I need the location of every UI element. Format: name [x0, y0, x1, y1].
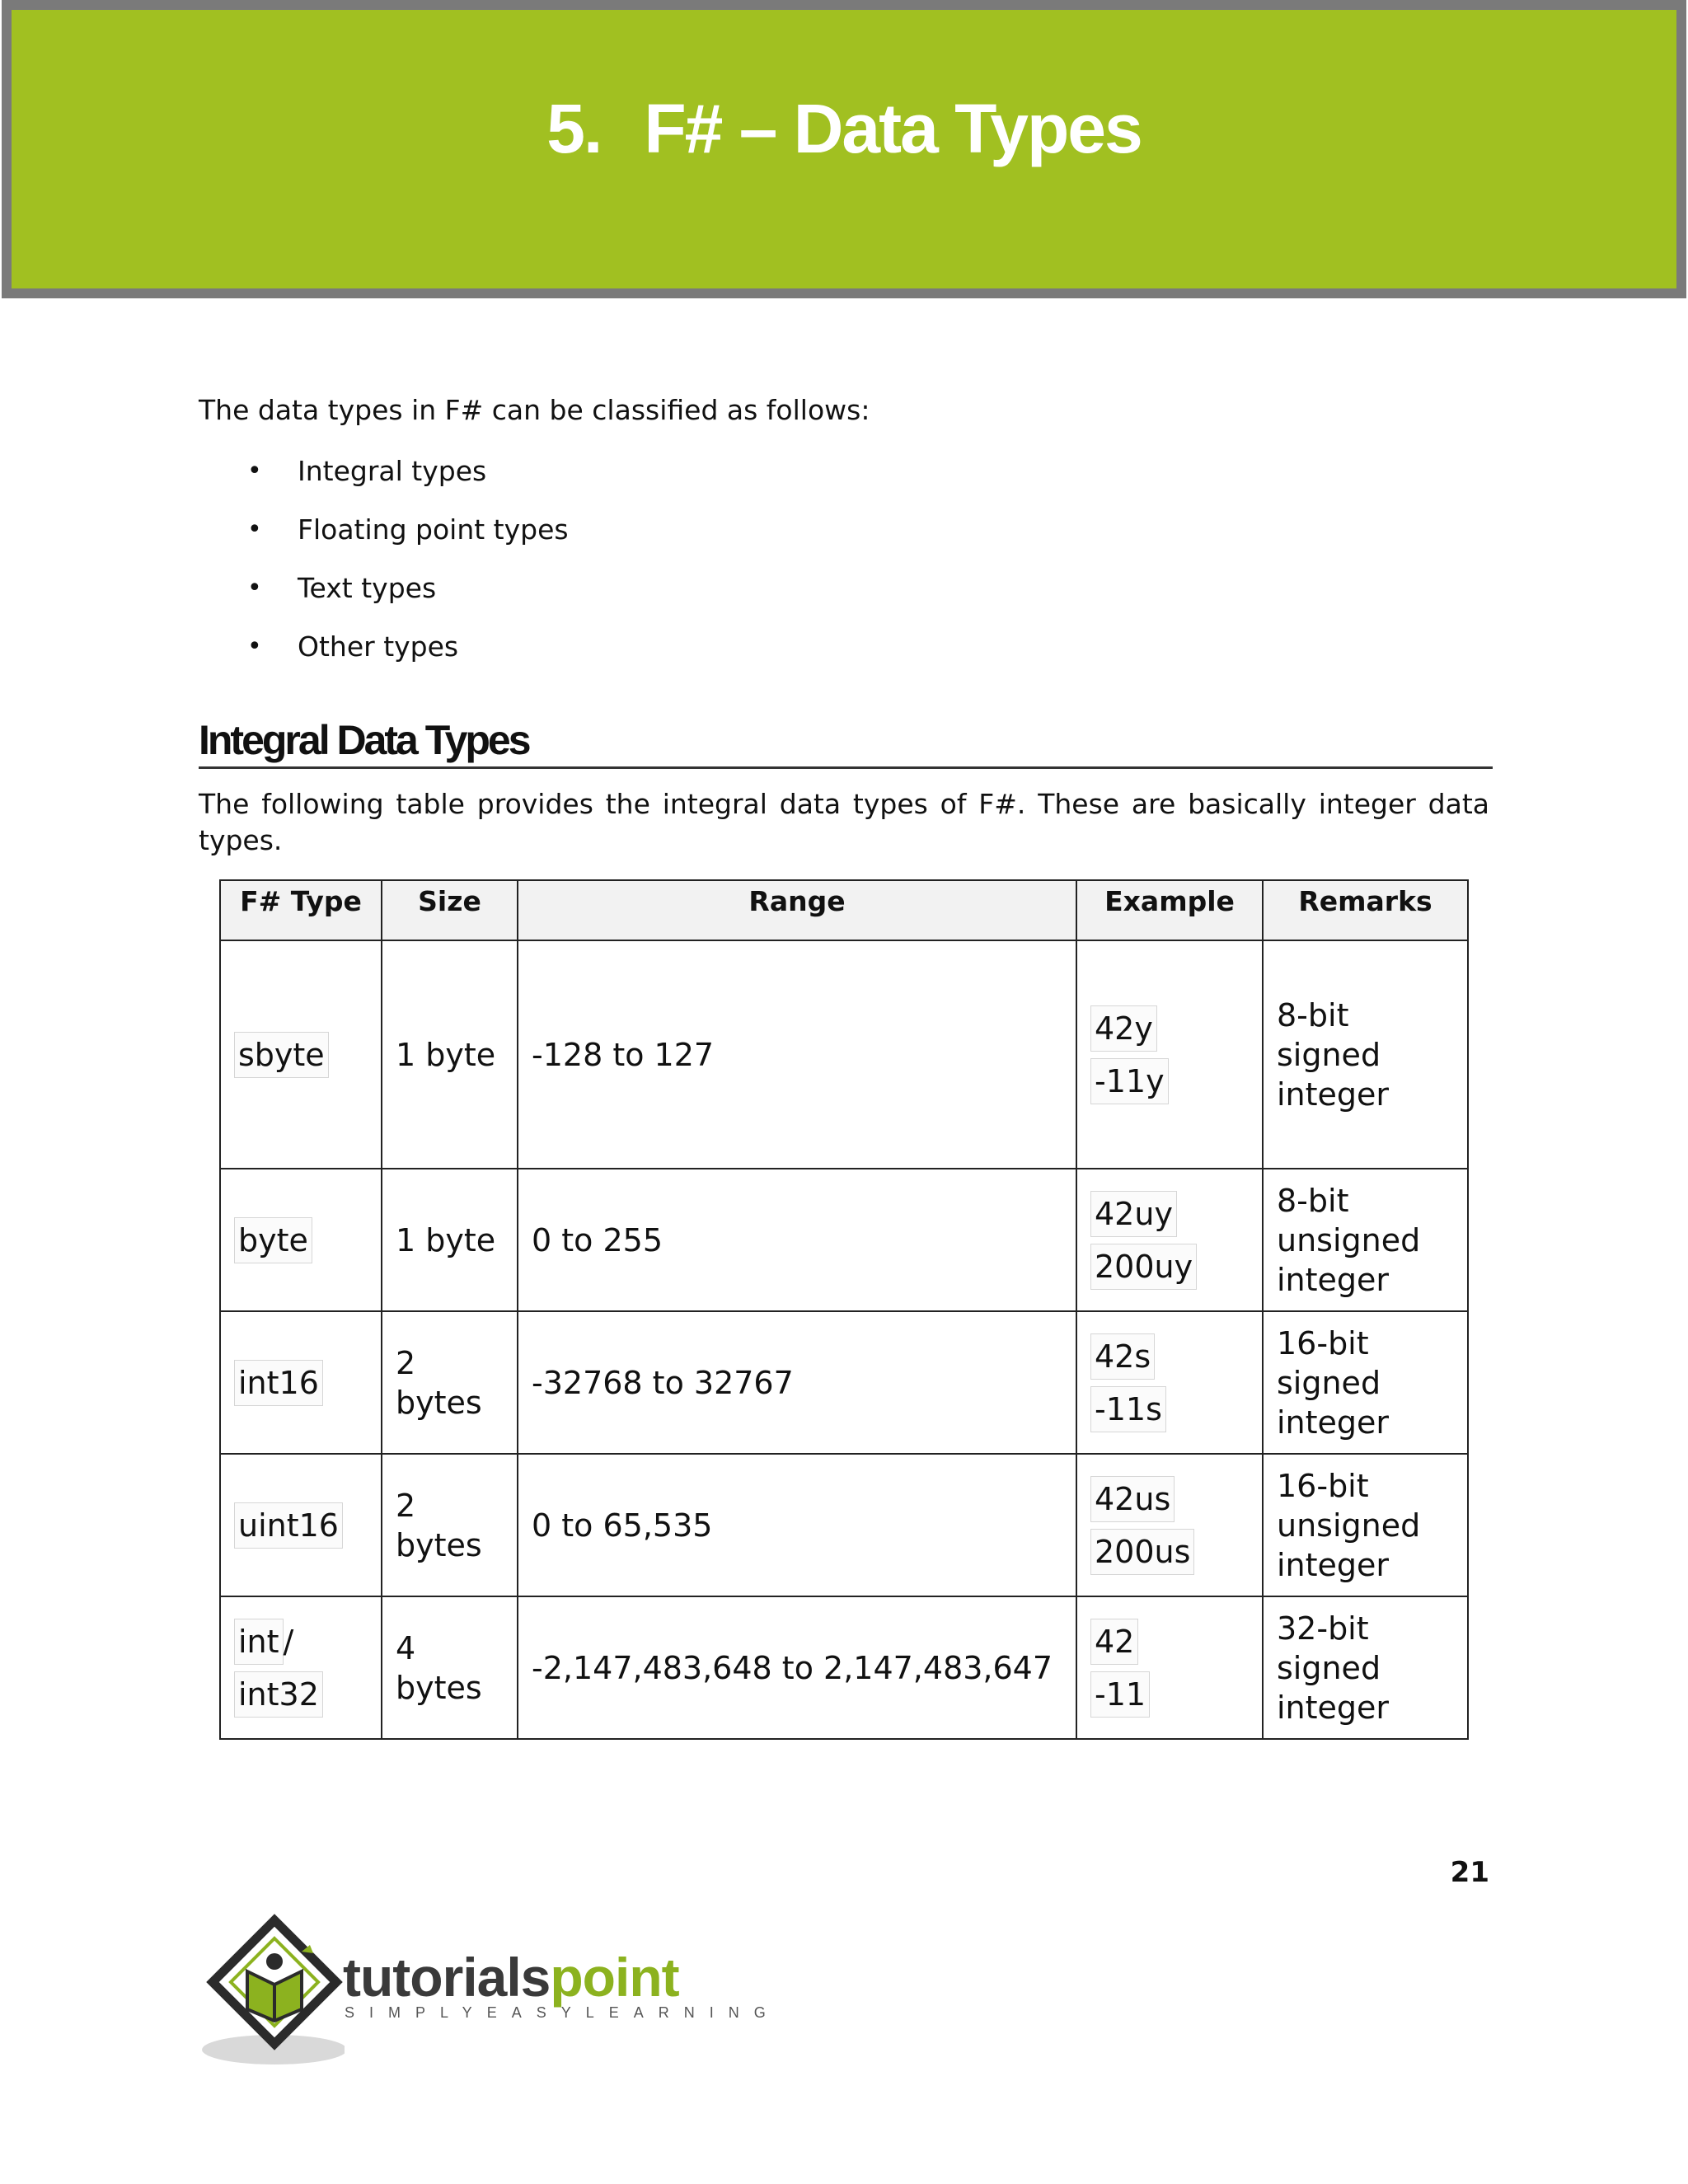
example-code: -11y [1090, 1058, 1169, 1104]
type-code: byte [234, 1217, 312, 1263]
type-cell [220, 1596, 382, 1739]
example-code: 200uy [1090, 1244, 1197, 1290]
column-header: Size [382, 880, 518, 940]
range-cell: 0 to 255 [518, 1169, 1076, 1311]
type-cell [220, 940, 382, 1169]
type-code: int32 [234, 1671, 323, 1718]
list-item [247, 570, 569, 629]
type-code: sbyte [234, 1032, 329, 1078]
example-code: 42s [1090, 1333, 1155, 1380]
list-item [247, 512, 569, 570]
tutorialspoint-logo [196, 1914, 781, 2067]
type-code: uint16 [234, 1502, 343, 1549]
page-number: 21 [1450, 1856, 1489, 1889]
column-header: Example [1076, 880, 1263, 940]
table-header-row [220, 880, 1468, 940]
list-item [247, 629, 569, 687]
table-row [220, 1596, 1468, 1739]
example-cell [1076, 940, 1263, 1169]
chapter-banner [2, 0, 1686, 298]
type-separator: / [283, 1623, 294, 1660]
bullet-icon: • [247, 457, 262, 485]
list-item-label: Other types [298, 630, 459, 663]
section-heading: Integral Data Types [199, 714, 1493, 769]
list-item-label: Integral types [298, 455, 487, 487]
range-cell: 0 to 65,535 [518, 1454, 1076, 1596]
example-code: 42y [1090, 1005, 1157, 1052]
range-cell: -32768 to 32767 [518, 1311, 1076, 1454]
logo-tagline: SIMPLYEASYLEARNING [345, 2004, 781, 2021]
bullet-icon: • [247, 574, 262, 602]
logo-emblem-icon [196, 1914, 345, 2067]
example-cell [1076, 1454, 1263, 1596]
example-code: 42 [1090, 1619, 1138, 1665]
type-cell [220, 1454, 382, 1596]
table-row [220, 1454, 1468, 1596]
type-category-list [247, 453, 569, 687]
size-cell: 2 bytes [382, 1311, 518, 1454]
column-header: F# Type [220, 880, 382, 940]
example-cell [1076, 1311, 1263, 1454]
example-cell [1076, 1169, 1263, 1311]
list-item-label: Floating point types [298, 513, 569, 546]
remarks-cell: 16-bit unsigned integer [1263, 1454, 1468, 1596]
chapter-number: 5. [546, 90, 602, 167]
logo-wordmark: tutorialspoint [343, 1947, 679, 2008]
size-cell: 2 bytes [382, 1454, 518, 1596]
list-item-label: Text types [298, 572, 437, 604]
list-item [247, 453, 569, 512]
example-code: 200us [1090, 1529, 1194, 1575]
chapter-title-text: F# – Data Types [644, 90, 1142, 167]
table-row [220, 1311, 1468, 1454]
integral-types-table [219, 879, 1469, 1740]
remarks-cell: 8-bit signed integer [1263, 940, 1468, 1169]
column-header: Remarks [1263, 880, 1468, 940]
range-cell: -128 to 127 [518, 940, 1076, 1169]
column-header: Range [518, 880, 1076, 940]
type-cell [220, 1311, 382, 1454]
type-code: int16 [234, 1360, 323, 1406]
bullet-icon: • [247, 515, 262, 544]
example-code: 42uy [1090, 1191, 1177, 1237]
bullet-icon: • [247, 632, 262, 661]
size-cell: 1 byte [382, 940, 518, 1169]
chapter-title [12, 89, 1676, 169]
example-code: -11s [1090, 1386, 1166, 1432]
intro-text: The data types in F# can be classified as follows: [199, 394, 870, 426]
range-cell: -2,147,483,648 to 2,147,483,647 [518, 1596, 1076, 1739]
size-cell: 4 bytes [382, 1596, 518, 1739]
table-row [220, 1169, 1468, 1311]
example-code: 42us [1090, 1476, 1175, 1522]
type-cell [220, 1169, 382, 1311]
remarks-cell: 8-bit unsigned integer [1263, 1169, 1468, 1311]
table-row [220, 940, 1468, 1169]
remarks-cell: 16-bit signed integer [1263, 1311, 1468, 1454]
remarks-cell: 32-bit signed integer [1263, 1596, 1468, 1739]
size-cell: 1 byte [382, 1169, 518, 1311]
type-code: int [234, 1619, 284, 1665]
section-description: The following table provides the integral data types of F#. These are basically integer data types. [199, 788, 1489, 856]
example-code: -11 [1090, 1671, 1150, 1718]
example-cell [1076, 1596, 1263, 1739]
